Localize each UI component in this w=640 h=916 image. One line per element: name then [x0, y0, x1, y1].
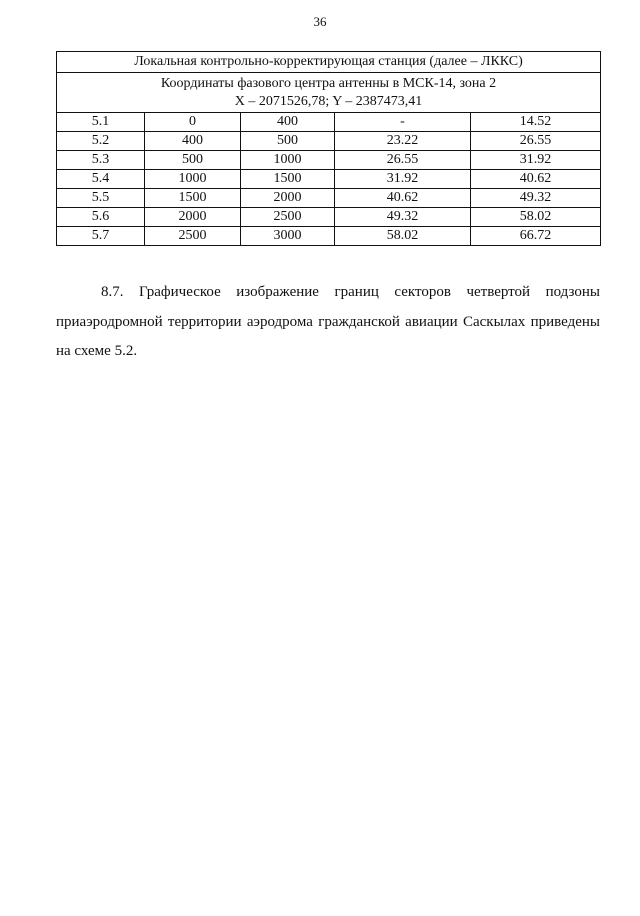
antenna-coordinates [57, 73, 601, 113]
to-cell: 2500 [241, 208, 335, 227]
coordinates-table [56, 51, 601, 246]
paragraph-word: авиации [405, 314, 458, 330]
paragraph-word: гражданской [318, 314, 400, 330]
from-cell: 400 [145, 132, 241, 151]
height-to-cell: 31.92 [471, 151, 601, 170]
to-cell: 500 [241, 132, 335, 151]
paragraph-word: изображение [236, 284, 319, 300]
from-cell: 1500 [145, 189, 241, 208]
to-cell: 400 [241, 113, 335, 132]
paragraph-word: четвертой [466, 284, 531, 300]
height-to-cell: 40.62 [471, 170, 601, 189]
height-to-cell: 14.52 [471, 113, 601, 132]
paragraph-word: приаэродромной [56, 314, 163, 330]
paragraph-word: Саскылах [462, 314, 526, 330]
sector-cell: 5.3 [57, 151, 145, 170]
table-row [57, 113, 601, 132]
table-row [57, 189, 601, 208]
paragraph-word: секторов [394, 284, 451, 300]
paragraph-word: приведены [530, 314, 600, 330]
to-cell: 2000 [241, 189, 335, 208]
height-from-cell: 40.62 [335, 189, 471, 208]
from-cell: 2000 [145, 208, 241, 227]
table-coords-row [57, 73, 601, 113]
paragraph-word: аэродрома [246, 314, 313, 330]
from-cell: 0 [145, 113, 241, 132]
paragraph-word: границ [334, 284, 379, 300]
page-number: 36 [313, 14, 327, 29]
from-cell: 500 [145, 151, 241, 170]
coords-line-2: X – 2071526,78; Y – 2387473,41 [234, 94, 423, 109]
table-header-row [57, 52, 601, 73]
paragraph-word: 8.7. [101, 284, 124, 300]
table-row [57, 151, 601, 170]
height-from-cell: 23.22 [335, 132, 471, 151]
from-cell: 1000 [145, 170, 241, 189]
to-cell: 1000 [241, 151, 335, 170]
height-from-cell: - [335, 113, 471, 132]
paragraph-word: территории [167, 314, 242, 330]
table-row [57, 132, 601, 151]
from-cell: 2500 [145, 227, 241, 246]
height-from-cell: 58.02 [335, 227, 471, 246]
height-to-cell: 66.72 [471, 227, 601, 246]
table-row [57, 170, 601, 189]
sector-cell: 5.7 [57, 227, 145, 246]
height-from-cell: 49.32 [335, 208, 471, 227]
sector-cell: 5.2 [57, 132, 145, 151]
height-to-cell: 26.55 [471, 132, 601, 151]
paragraph-word: подзоны [545, 284, 600, 300]
paragraph-line-3: на схеме 5.2. [56, 343, 138, 359]
paragraph-word: Графическое [139, 284, 221, 300]
to-cell: 3000 [241, 227, 335, 246]
sector-cell: 5.6 [57, 208, 145, 227]
sector-cell: 5.5 [57, 189, 145, 208]
station-header: Локальная контрольно-корректирующая станция (далее – ЛККС) [57, 52, 601, 73]
table-row [57, 227, 601, 246]
height-from-cell: 31.92 [335, 170, 471, 189]
height-to-cell: 58.02 [471, 208, 601, 227]
sector-cell: 5.1 [57, 113, 145, 132]
paragraph-line-1 [101, 284, 600, 301]
to-cell: 1500 [241, 170, 335, 189]
paragraph-line-2 [56, 314, 600, 331]
height-from-cell: 26.55 [335, 151, 471, 170]
table-row [57, 208, 601, 227]
coords-line-1: Координаты фазового центра антенны в МСК-14, зона 2 [160, 76, 497, 91]
height-to-cell: 49.32 [471, 189, 601, 208]
sector-cell: 5.4 [57, 170, 145, 189]
